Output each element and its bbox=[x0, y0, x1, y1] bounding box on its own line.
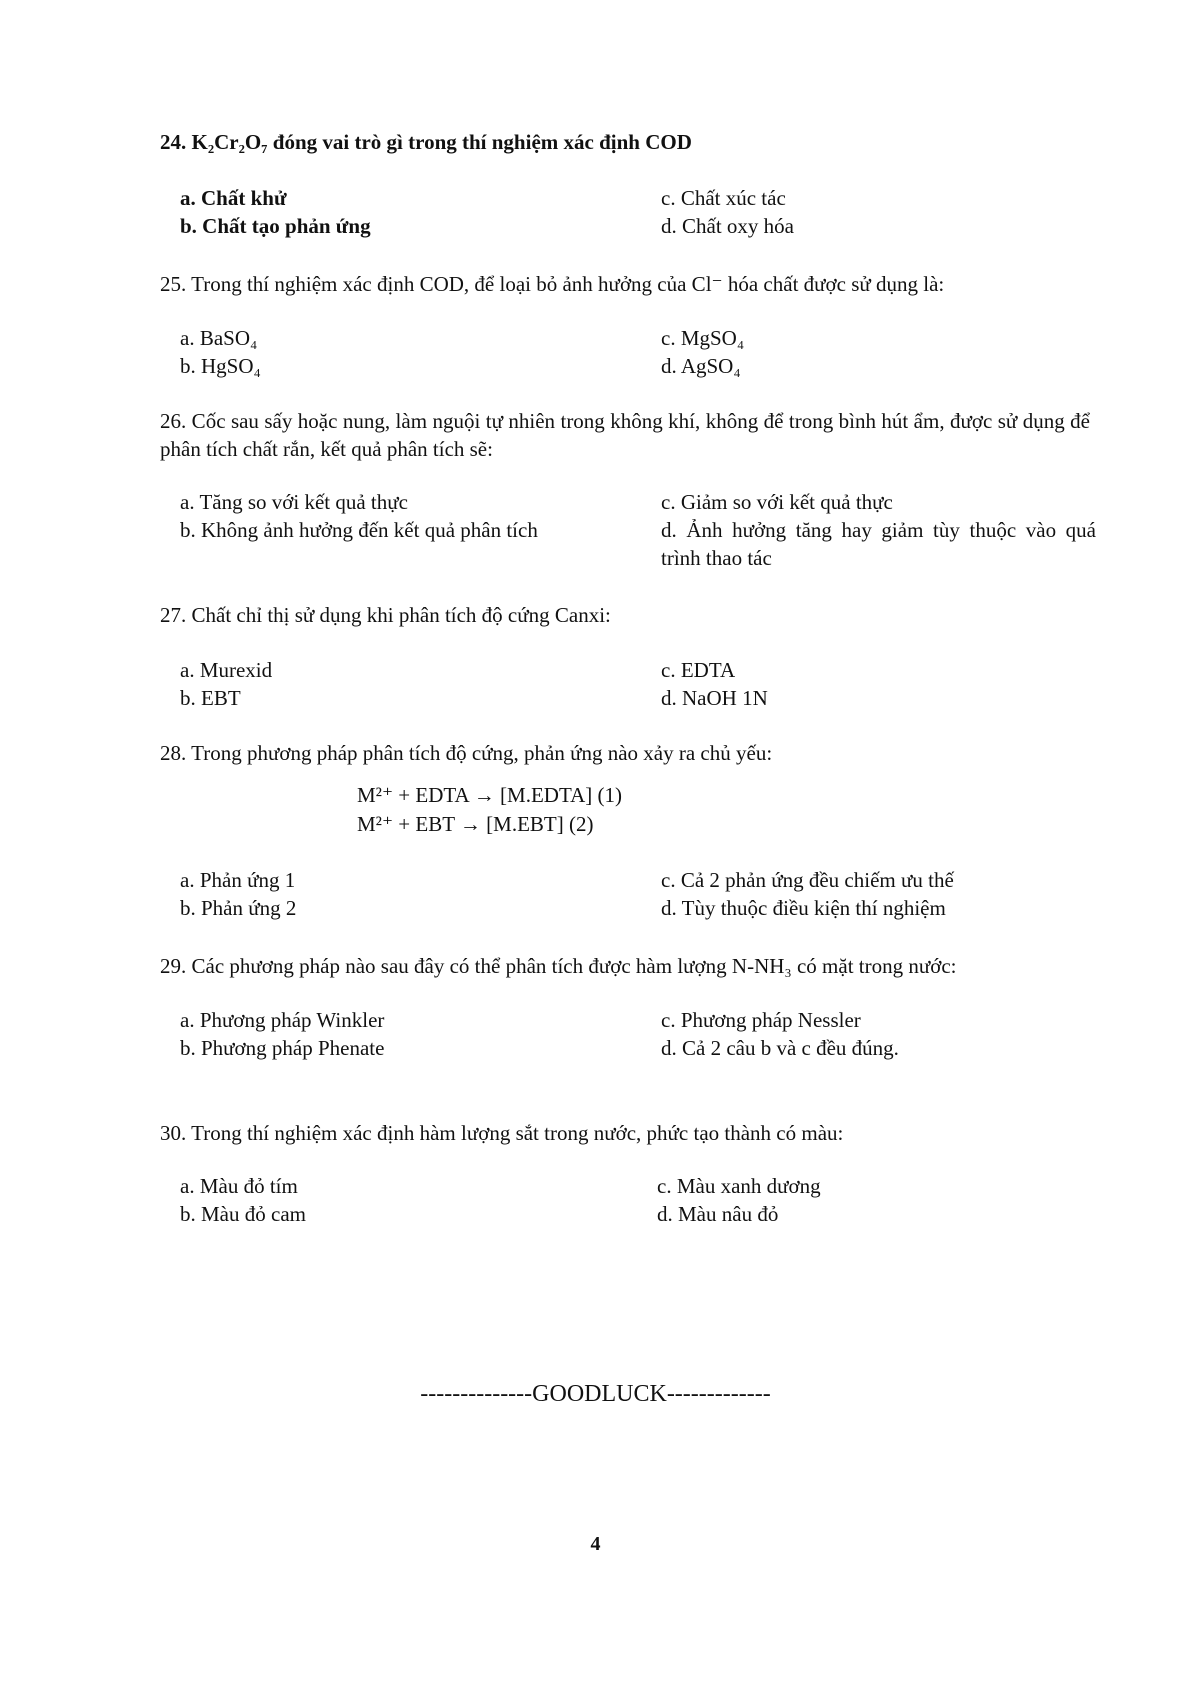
option-b: b. HgSO₄ bbox=[180, 354, 261, 378]
question-30 bbox=[160, 1119, 843, 1147]
option-d: d. Cả 2 câu b và c đều đúng. bbox=[661, 1036, 899, 1060]
goodluck-footer: --------------GOODLUCK------------- bbox=[420, 1381, 771, 1407]
equation-1: M²⁺ + EDTA → [M.EDTA] (1) bbox=[357, 783, 622, 807]
question-title: 30. Trong thí nghiệm xác định hàm lượng sắt trong nước, phức tạo thành có màu: bbox=[160, 1121, 844, 1145]
option-b: b. Màu đỏ cam bbox=[180, 1202, 306, 1226]
option-c: c. Phương pháp Nessler bbox=[661, 1008, 861, 1032]
question-29 bbox=[160, 952, 957, 980]
option-d: d. AgSO₄ bbox=[661, 354, 741, 378]
question-26 bbox=[160, 407, 1090, 463]
question-24 bbox=[160, 128, 692, 156]
option-a: a. Tăng so với kết quả thực bbox=[180, 490, 408, 514]
option-c: c. EDTA bbox=[661, 658, 736, 682]
page-number: 4 bbox=[590, 1533, 601, 1555]
option-d: d. Ảnh hưởng tăng hay giảm tùy thuộc vào quá trình thao tác bbox=[661, 518, 1096, 570]
option-a: a. Murexid bbox=[180, 658, 273, 682]
equation-2: M²⁺ + EBT → [M.EBT] (2) bbox=[357, 812, 594, 836]
option-c: c. Cả 2 phản ứng đều chiếm ưu thế bbox=[661, 868, 954, 892]
question-title: 25. Trong thí nghiệm xác định COD, để loại bỏ ảnh hưởng của Cl⁻ hóa chất được sử dụng là: bbox=[160, 272, 945, 296]
option-b: b. Phản ứng 2 bbox=[180, 896, 297, 920]
option-b: b. Không ảnh hưởng đến kết quả phân tích bbox=[180, 518, 538, 542]
option-a: a. Chất khử bbox=[180, 186, 287, 210]
question-title: 24. K₂Cr₂O₇ đóng vai trò gì trong thí nghiệm xác định COD bbox=[160, 130, 692, 154]
option-c: c. MgSO₄ bbox=[661, 326, 745, 350]
option-c: c. Chất xúc tác bbox=[661, 186, 786, 210]
question-27 bbox=[160, 601, 611, 629]
option-a: a. Phương pháp Winkler bbox=[180, 1008, 385, 1032]
option-d: d. Tùy thuộc điều kiện thí nghiệm bbox=[661, 896, 946, 920]
option-d: d. Chất oxy hóa bbox=[661, 214, 794, 238]
question-title: 27. Chất chỉ thị sử dụng khi phân tích độ cứng Canxi: bbox=[160, 603, 611, 627]
option-b: b. EBT bbox=[180, 686, 241, 710]
question-25 bbox=[160, 270, 944, 298]
question-title: 28. Trong phương pháp phân tích độ cứng, phản ứng nào xảy ra chủ yếu: bbox=[160, 741, 773, 765]
option-a: a. BaSO₄ bbox=[180, 326, 258, 350]
option-c: c. Giảm so với kết quả thực bbox=[661, 490, 893, 514]
option-d: d. NaOH 1N bbox=[661, 686, 768, 710]
question-title: 29. Các phương pháp nào sau đây có thể phân tích được hàm lượng N-NH₃ có mặt trong nước: bbox=[160, 954, 957, 978]
option-d: d. Màu nâu đỏ bbox=[657, 1202, 779, 1226]
question-title: 26. Cốc sau sấy hoặc nung, làm nguội tự nhiên trong không khí, không để trong bình hút ẩm, được sử dụng để phân tích chất rắn, kết quả phân tích sẽ: bbox=[160, 409, 1090, 461]
option-b: b. Chất tạo phản ứng bbox=[180, 214, 371, 238]
option-c: c. Màu xanh dương bbox=[657, 1174, 821, 1198]
option-a: a. Màu đỏ tím bbox=[180, 1174, 298, 1198]
option-b: b. Phương pháp Phenate bbox=[180, 1036, 385, 1060]
question-28 bbox=[160, 739, 772, 767]
option-a: a. Phản ứng 1 bbox=[180, 868, 296, 892]
